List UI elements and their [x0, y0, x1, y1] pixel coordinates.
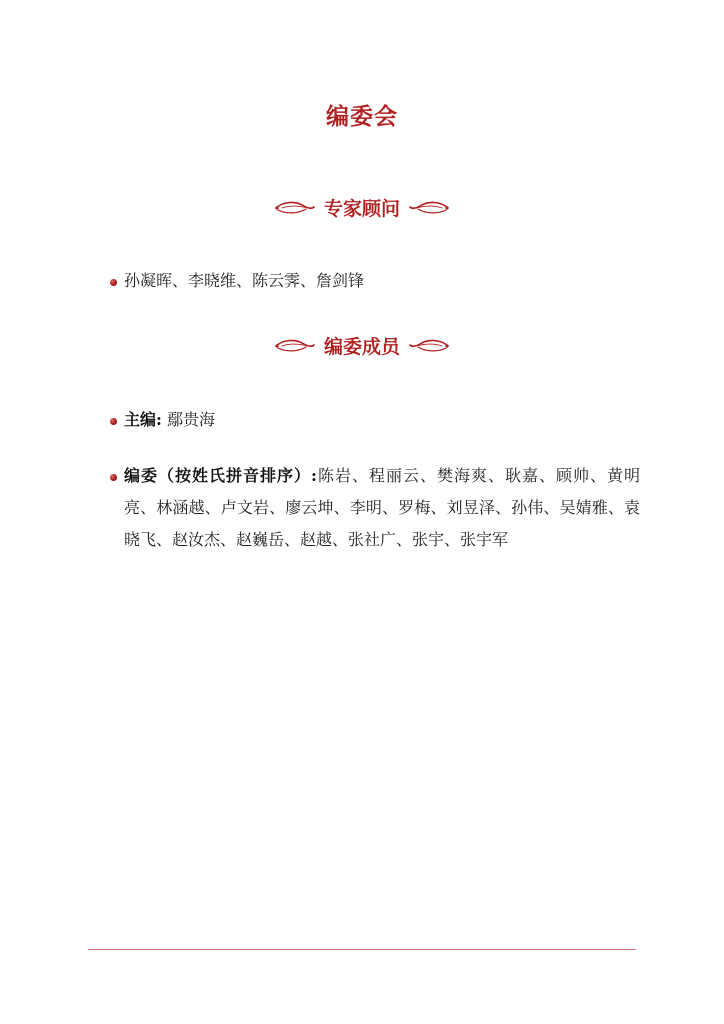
- scroll-flourish-left-icon: [274, 337, 316, 355]
- section-heading-board: [0, 332, 724, 359]
- list-item-advisors: [110, 265, 640, 297]
- footer-divider: [88, 949, 636, 950]
- chief-editor-name: 鄢贵海: [167, 410, 216, 429]
- page-title: 编委会: [326, 103, 398, 130]
- red-ball-bullet-icon: [110, 418, 117, 425]
- scroll-flourish-left-icon: [274, 199, 316, 217]
- chief-editor-line: [110, 404, 640, 436]
- board-members-line: [110, 460, 640, 556]
- red-ball-bullet-icon: [110, 474, 117, 481]
- board-heading-label: 编委成员: [323, 336, 400, 358]
- chief-editor-label: 主编:: [124, 410, 162, 429]
- section-heading-advisors: [0, 194, 724, 221]
- scroll-flourish-right-icon: [408, 337, 450, 355]
- advisors-heading-label: 专家顾问: [323, 198, 400, 220]
- board-members-label: 编委（按姓氏拼音排序）:: [124, 466, 317, 485]
- board-members-names: 陈岩、程丽云、樊海爽、耿嘉、顾帅、黄明亮、林涵越、卢文岩、廖云坤、李明、罗梅、刘昱泽、孙伟、吴婧雅、袁晓飞、赵汝杰、赵巍岳、赵越、张社广、张宇、张宇军: [124, 466, 640, 549]
- scroll-flourish-right-icon: [408, 199, 450, 217]
- list-item-chief-editor: [110, 404, 640, 436]
- red-ball-bullet-icon: [110, 279, 117, 286]
- advisors-names: 孙凝晖、李晓维、陈云霁、詹剑锋: [124, 271, 365, 290]
- list-item-board-members: [110, 460, 640, 556]
